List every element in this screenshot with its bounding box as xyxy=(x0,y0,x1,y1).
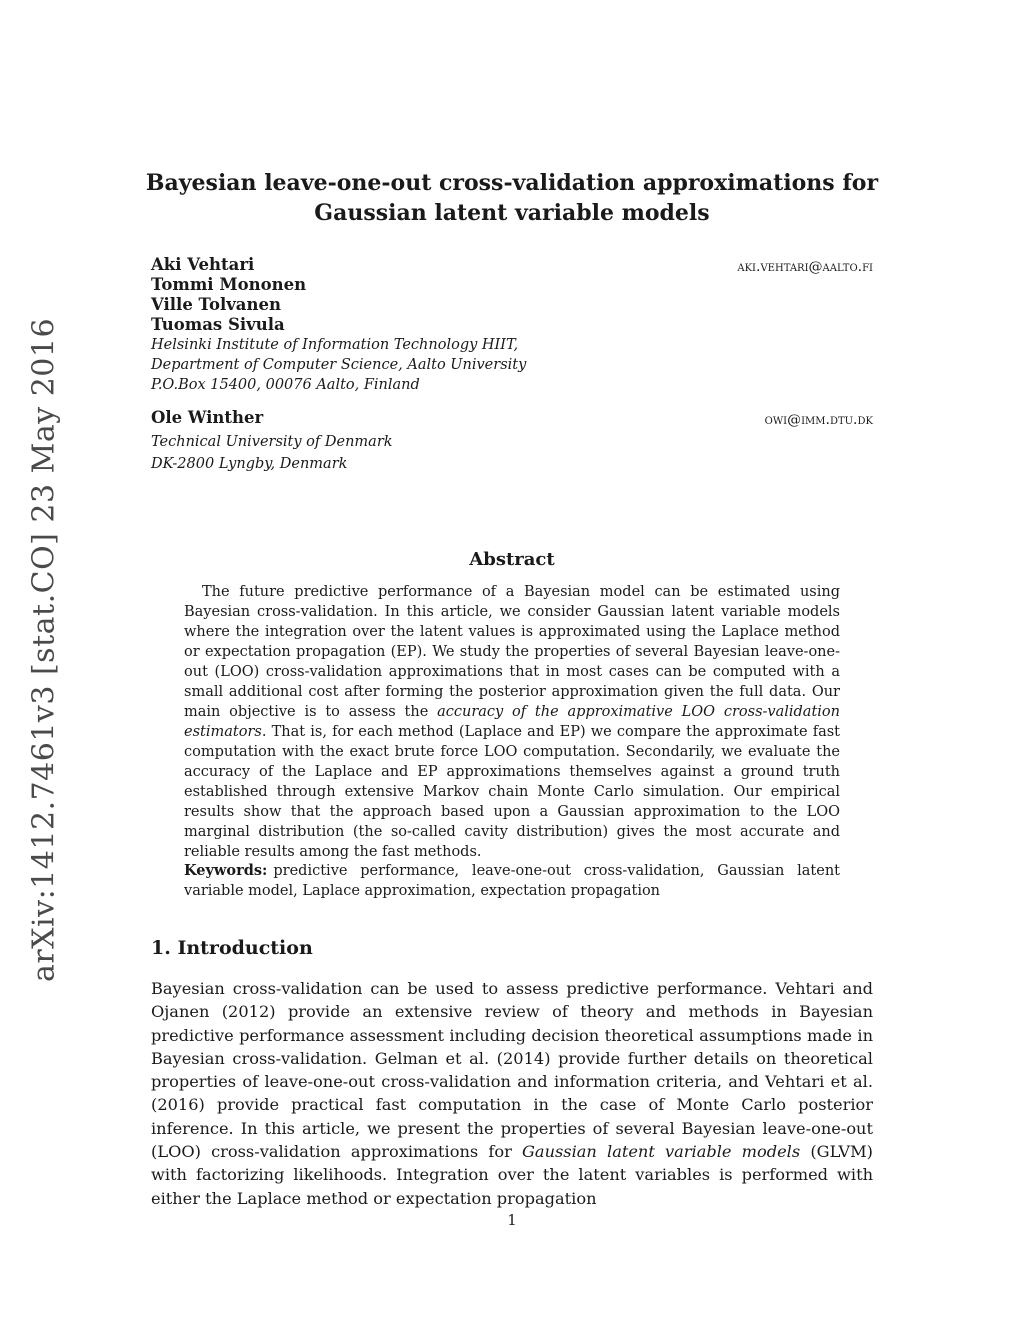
introduction-text-part: Bayesian cross-validation can be used to assess predictive performance. Vehtari and Ojanen (2012) provide an extensive review of theory and methods in Bayesian predictive performance assessment including decision theoretical assumptions made in Bayesian cross-validation. Gelman et al. (2014) provide further details on theoretical properties of leave-one-out cross-validation and information criteria, and Vehtari et al. (2016) provide practical fast computation in the case of Monte Carlo posterior inference. In this article, we present the properties of several Bayesian leave-one-out (LOO) cross-validation approximations for xyxy=(151,979,873,1162)
title-line-1: Bayesian leave-one-out cross-validation approximations for xyxy=(145,170,879,196)
abstract-heading: Abstract xyxy=(469,549,555,570)
title-line-2: Gaussian latent variable models xyxy=(314,200,710,226)
affiliation-line: P.O.Box 15400, 00076 Aalto, Finland xyxy=(151,377,420,393)
introduction-text-part: (GLVM) with factorizing likelihoods. Integration over the latent variables is performed with either the Laplace method or expectation propagation xyxy=(151,1142,873,1208)
introduction-text xyxy=(151,977,873,1210)
keywords-text: predictive performance, leave-one-out cross-validation, Gaussian latent variable model, Laplace approximation, expectation propagation xyxy=(184,863,840,899)
abstract-text-part: The future predictive performance of a Bayesian model can be estimated using Bayesian cross-validation. In this article, we consider Gaussian latent variable models where the integration over the latent values is approximated using the Laplace method or expectation propagation (EP). We study the properties of several Bayesian leave-one-out (LOO) cross-validation approximations that in most cases can be computed with a small additional cost after forming the posterior approximation given the full data. Our main objective is to assess the xyxy=(184,584,840,720)
author-name: Ole Winther xyxy=(151,408,264,427)
author-name: Ville Tolvanen xyxy=(151,295,281,314)
abstract-emphasis: accuracy of the approximative LOO cross-validation estimators xyxy=(184,704,840,740)
affiliation-line: Helsinki Institute of Information Technology HIIT, xyxy=(151,337,519,353)
abstract-text xyxy=(184,582,840,862)
author-email-2: owi@imm.dtu.dk xyxy=(764,412,873,428)
author-group-1 xyxy=(151,255,873,395)
author-name: Aki Vehtari xyxy=(151,255,255,274)
keywords-label: Keywords: xyxy=(184,862,268,879)
keywords xyxy=(184,861,840,901)
paper-title xyxy=(120,168,904,228)
arxiv-identifier-stamp: arXiv:1412.7461v3 [stat.CO] 23 May 2016 xyxy=(26,317,62,983)
author-email-1: aki.vehtari@aalto.fi xyxy=(737,259,873,275)
abstract-text-part: . That is, for each method (Laplace and EP) we compare the approximate fast computation with the exact brute force LOO computation. Secondarily, we evaluate the accuracy of the Laplace and EP approximations themselves against a ground truth established through extensive Markov chain Monte Carlo simulation. Our empirical results show that the approach based upon a Gaussian approximation to the LOO marginal distribution (the so-called cavity distribution) gives the most accurate and reliable results among the fast methods. xyxy=(184,724,840,860)
author-name: Tommi Mononen xyxy=(151,275,307,294)
page-number: 1 xyxy=(507,1211,517,1229)
author-group-2 xyxy=(151,408,873,475)
affiliation-line: DK-2800 Lyngby, Denmark xyxy=(151,456,348,472)
introduction-emphasis: Gaussian latent variable models xyxy=(521,1142,801,1162)
section-heading-introduction: 1. Introduction xyxy=(151,937,313,959)
affiliation-line: Department of Computer Science, Aalto University xyxy=(151,357,527,373)
affiliation-line: Technical University of Denmark xyxy=(151,434,393,450)
author-name: Tuomas Sivula xyxy=(151,315,285,334)
